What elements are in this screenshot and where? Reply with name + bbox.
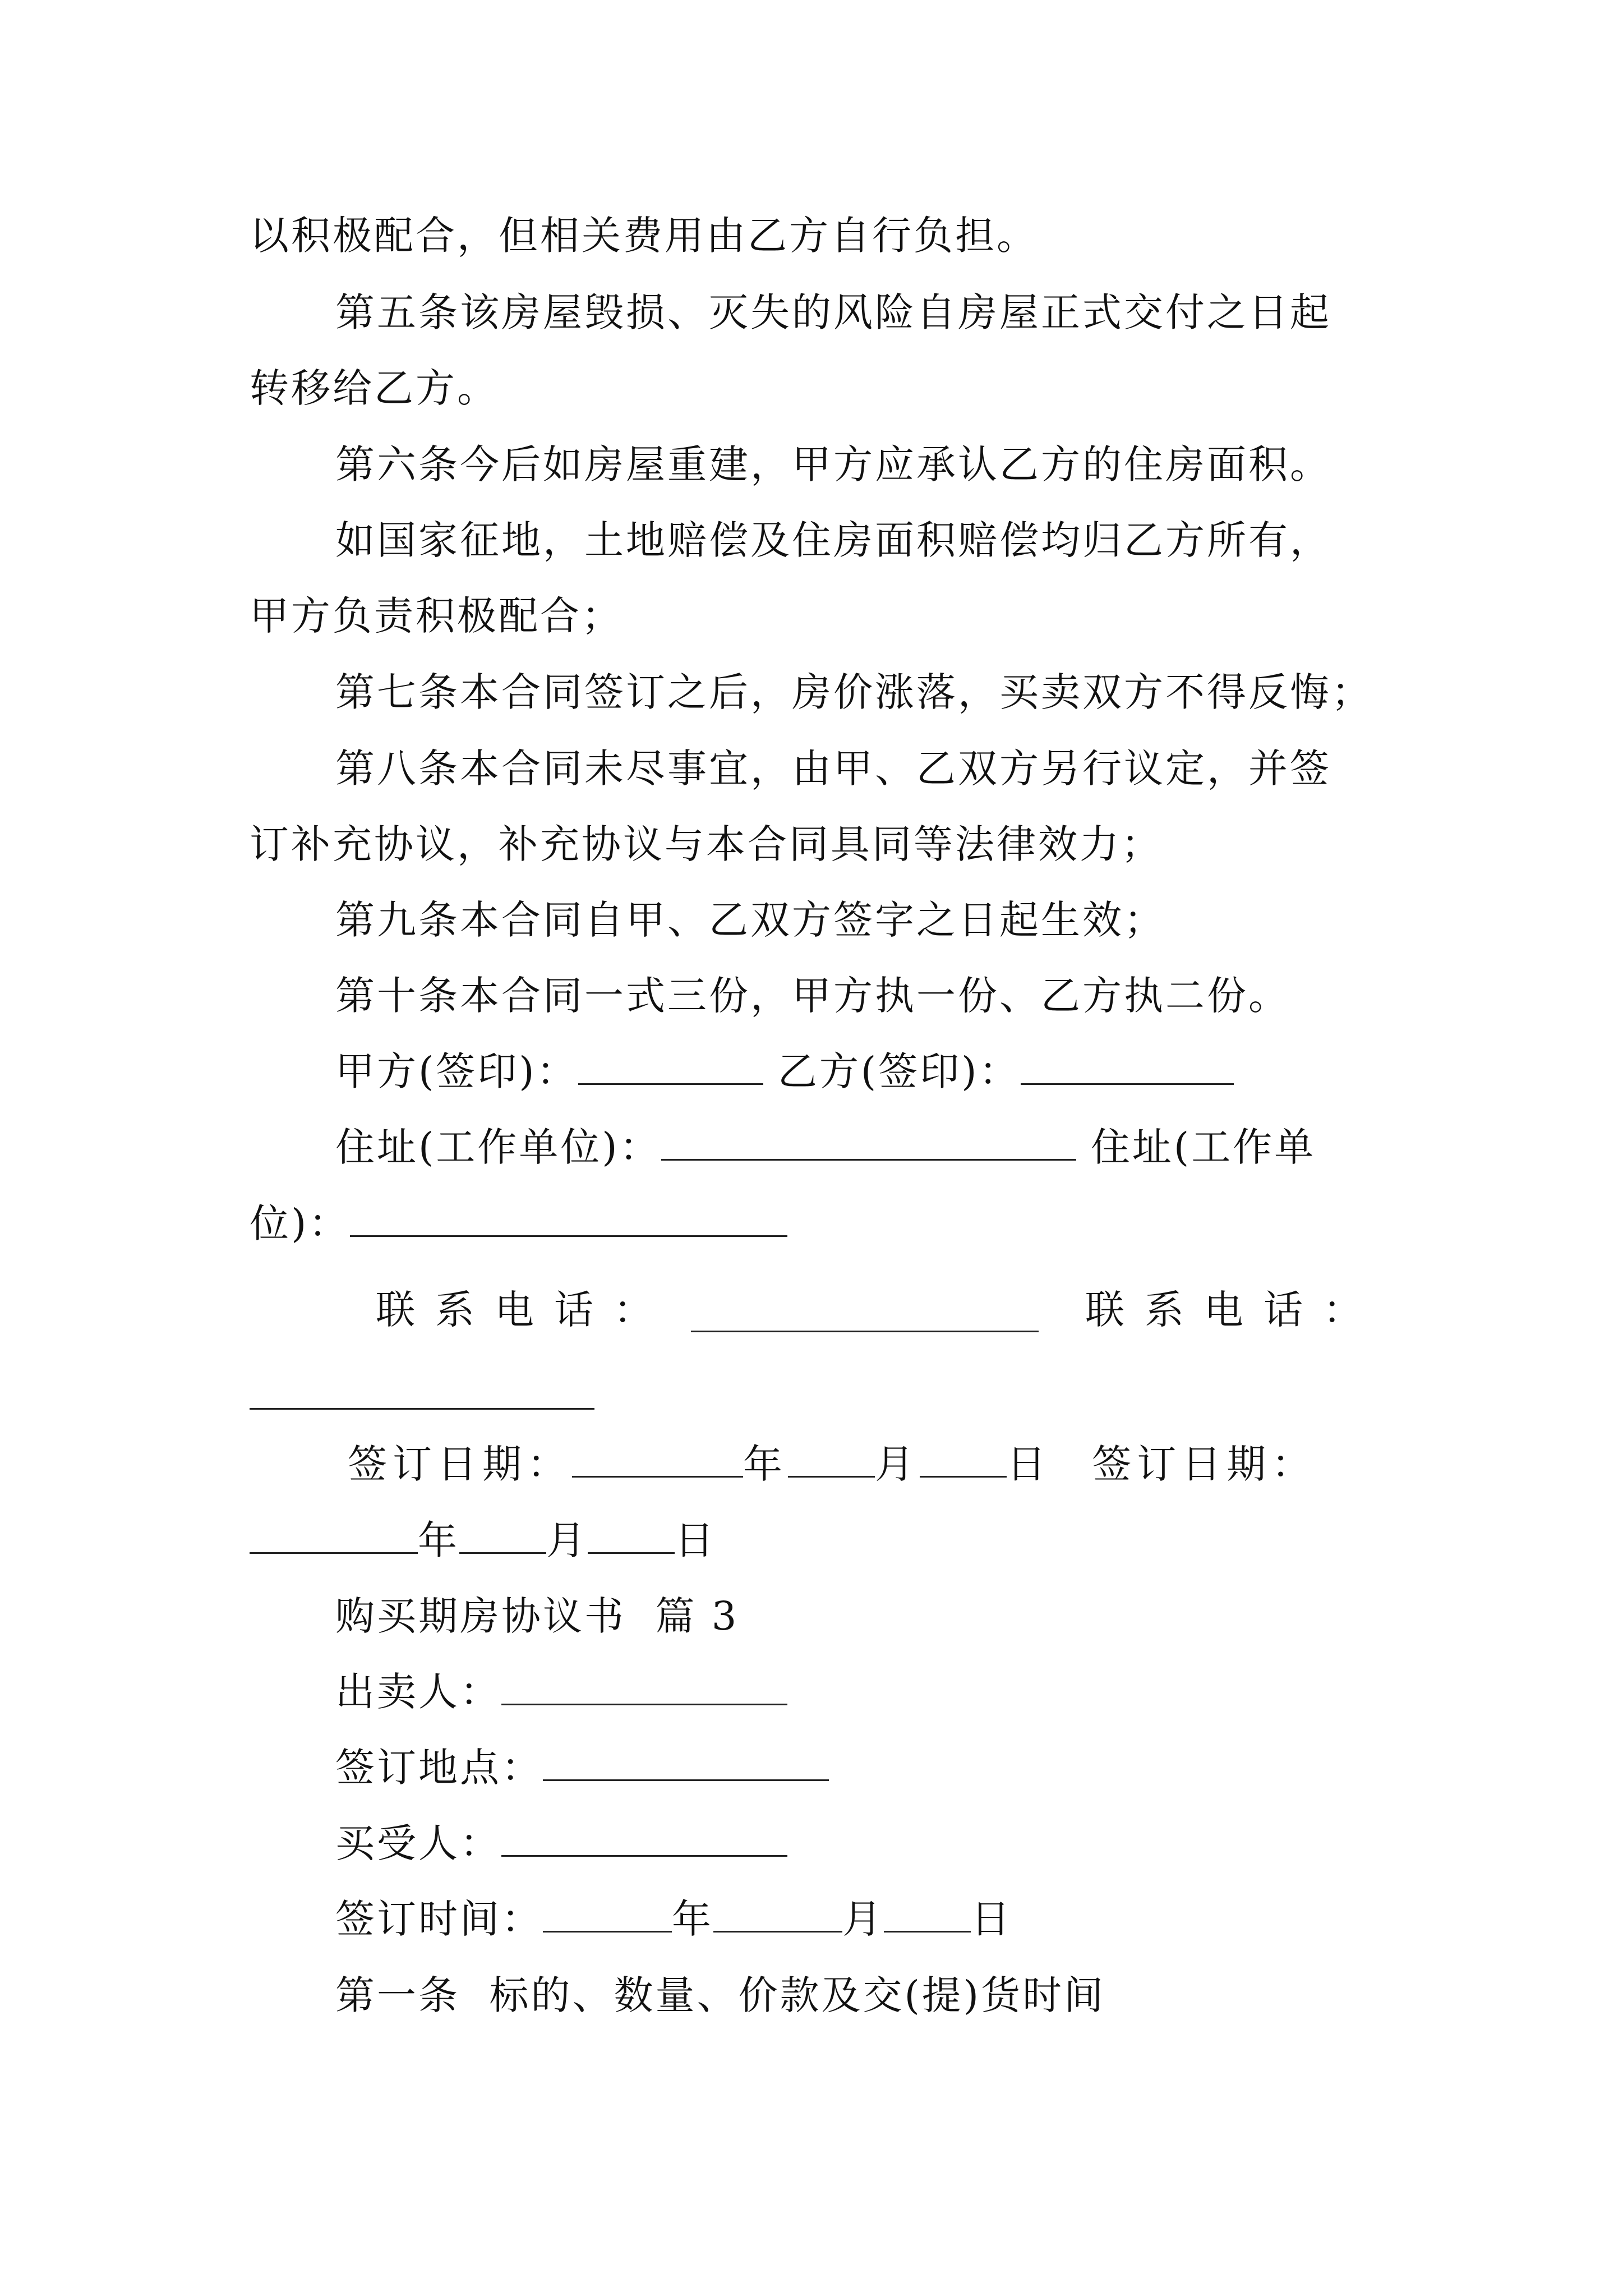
sign-time-row — [335, 1892, 1012, 1946]
sign-place-blank[interactable] — [543, 1749, 829, 1781]
sign-time-month-label: 月 — [842, 1896, 884, 1942]
party-b-sign-blank[interactable] — [1021, 1053, 1234, 1085]
date-b-label: 签订日期： — [1092, 1441, 1317, 1487]
date-b-year-blank[interactable] — [250, 1522, 418, 1554]
date-a-month-label: 月 — [875, 1441, 920, 1487]
sign-place-row — [335, 1741, 829, 1795]
article-one: 第一条 标的、数量、价款及交(提)货时间 — [335, 1972, 1106, 2018]
date-a-label: 签订日期： — [348, 1441, 572, 1487]
party-a-sign-label: 甲方(签印)： — [335, 1048, 578, 1094]
sign-time-label: 签订时间： — [335, 1896, 543, 1942]
paragraph-line: 甲方负责积极配合； — [250, 593, 623, 639]
paragraph-line: 如国家征地，土地赔偿及住房面积赔偿均归乙方所有， — [335, 517, 1331, 563]
seller-label: 出卖人： — [335, 1669, 501, 1715]
address-row-continued — [250, 1197, 787, 1250]
section-title: 购买期房协议书 篇 3 — [335, 1593, 739, 1639]
phone-a-blank[interactable] — [691, 1331, 1039, 1332]
address-b-label-start: 住址(工作单 — [1090, 1124, 1316, 1170]
paragraph-line: 以积极配合，但相关费用由乙方自行负担。 — [250, 213, 1038, 259]
paragraph-line: 第五条该房屋毁损、灭失的风险自房屋正式交付之日起 — [335, 289, 1331, 335]
sign-time-year-label: 年 — [672, 1896, 713, 1942]
date-b-day-blank[interactable] — [588, 1522, 675, 1554]
paragraph-line: 第九条本合同自甲、乙双方签字之日起生效； — [335, 897, 1165, 943]
seller-blank[interactable] — [501, 1673, 787, 1705]
address-row — [335, 1120, 1316, 1174]
date-a-year-label: 年 — [743, 1441, 788, 1487]
phone-a-label: 联系电话： — [376, 1287, 673, 1333]
sign-place-label: 签订地点： — [335, 1745, 543, 1791]
date-b-month-blank[interactable] — [459, 1522, 546, 1554]
paragraph-line: 转移给乙方。 — [250, 365, 499, 411]
buyer-blank[interactable] — [501, 1825, 787, 1857]
address-a-label: 住址(工作单位)： — [335, 1124, 661, 1170]
buyer-row — [335, 1816, 787, 1870]
address-b-label-end: 位)： — [250, 1200, 351, 1246]
date-b-month-label: 月 — [546, 1517, 588, 1563]
phone-b-label: 联系电话： — [1085, 1287, 1382, 1333]
paragraph-line: 第八条本合同未尽事宜，由甲、乙双方另行议定，并签 — [335, 746, 1331, 792]
date-b-day-label: 日 — [675, 1517, 716, 1563]
date-a-day-label: 日 — [1007, 1441, 1052, 1487]
date-a-month-blank[interactable] — [788, 1446, 875, 1478]
paragraph-line: 第六条今后如房屋重建，甲方应承认乙方的住房面积。 — [335, 441, 1331, 487]
paragraph-line: 第十条本合同一式三份，甲方执一份、乙方执二份。 — [335, 973, 1290, 1019]
address-b-blank[interactable] — [350, 1205, 787, 1237]
sign-time-day-blank[interactable] — [884, 1901, 971, 1932]
buyer-label: 买受人： — [335, 1820, 501, 1866]
date-a-day-blank[interactable] — [920, 1446, 1007, 1478]
seller-row — [335, 1665, 787, 1719]
date-a-year-blank[interactable] — [572, 1446, 743, 1478]
date-a-row — [348, 1437, 1316, 1491]
date-b-row — [250, 1513, 716, 1567]
party-a-sign-blank[interactable] — [578, 1053, 763, 1085]
paragraph-line: 第七条本合同签订之后，房价涨落，买卖双方不得反悔； — [335, 669, 1373, 715]
date-b-year-label: 年 — [418, 1517, 459, 1563]
sign-time-day-label: 日 — [971, 1896, 1012, 1942]
address-a-blank[interactable] — [661, 1129, 1076, 1161]
sign-time-year-blank[interactable] — [543, 1901, 672, 1932]
party-b-sign-label: 乙方(签印)： — [777, 1048, 1021, 1094]
signature-row — [335, 1045, 1234, 1098]
phone-b-blank[interactable] — [250, 1408, 594, 1410]
paragraph-line: 订补充协议，补充协议与本合同具同等法律效力； — [250, 821, 1163, 867]
sign-time-month-blank[interactable] — [713, 1901, 842, 1932]
